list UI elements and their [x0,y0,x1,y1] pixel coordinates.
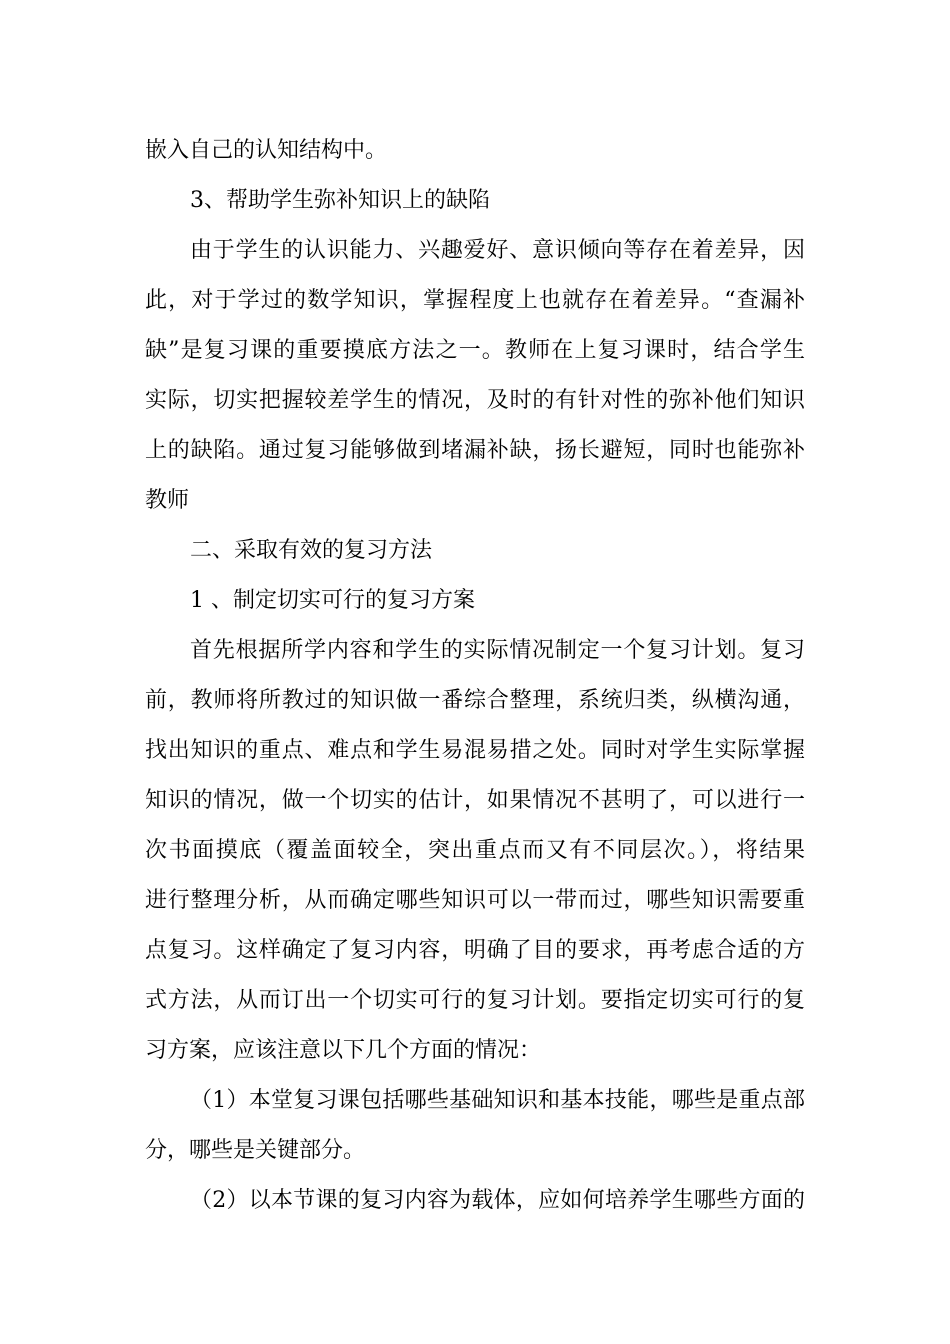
paragraph-line: 次书面摸底（覆盖面较全，突出重点而又有不同层次。），将结果 [145,838,805,863]
list-item-line: 分，哪些是关键部分。 [145,1138,366,1163]
paragraph-line: 进行整理分析，从而确定哪些知识可以一带而过，哪些知识需要重 [145,888,805,913]
paragraph-line: 首先根据所学内容和学生的实际情况制定一个复习计划。复习 [190,638,805,663]
subsection-heading: 1 、制定切实可行的复习方案 [190,588,475,613]
paragraph-line: 实际，切实把握较差学生的情况，及时的有针对性的弥补他们知识 [145,388,805,413]
text-line [0,131,950,171]
paragraph-line: 找出知识的重点、难点和学生易混易措之处。同时对学生实际掌握 [145,738,805,763]
text-line [0,1181,950,1221]
list-item-line: （2）以本节课的复习内容为载体，应如何培养学生哪些方面的 [190,1188,805,1213]
text-line [0,1081,950,1121]
text-line [0,1131,950,1171]
paragraph-line: 上的缺陷。通过复习能够做到堵漏补缺，扬长避短，同时也能弥补 [145,438,805,463]
paragraph-line: 缺”是复习课的重要摸底方法之一。教师在上复习课时，结合学生 [145,338,805,363]
paragraph-continuation: 嵌入自己的认知结构中。 [145,138,388,163]
text-line [0,831,950,871]
paragraph-line: 此，对于学过的数学知识，掌握程度上也就存在着差异。“查漏补 [145,288,805,313]
paragraph-line: 前，教师将所教过的知识做一番综合整理，系统归类，纵横沟通， [145,688,805,713]
text-line [0,981,950,1021]
paragraph-line: 式方法，从而订出一个切实可行的复习计划。要指定切实可行的复 [145,988,805,1013]
text-line [0,181,950,221]
text-line [0,931,950,971]
text-line [0,881,950,921]
text-line [0,1031,950,1071]
text-line [0,381,950,421]
text-line [0,731,950,771]
paragraph-line: 习方案，应该注意以下几个方面的情况： [145,1038,542,1063]
text-line [0,481,950,521]
text-line [0,681,950,721]
text-line [0,781,950,821]
paragraph-line: 由于学生的认识能力、兴趣爱好、意识倾向等存在着差异，因 [190,238,805,263]
text-line [0,231,950,271]
section-heading: 3、帮助学生弥补知识上的缺陷 [190,188,490,213]
paragraph-line: 教师 [145,488,190,513]
text-line [0,281,950,321]
text-line [0,531,950,571]
text-line [0,581,950,621]
text-line [0,631,950,671]
list-item-line: （1）本堂复习课包括哪些基础知识和基本技能，哪些是重点部 [190,1088,805,1113]
text-line [0,331,950,371]
paragraph-line: 点复习。这样确定了复习内容，明确了目的要求，再考虑合适的方 [145,938,805,963]
section-heading: 二、采取有效的复习方法 [190,538,433,563]
paragraph-line: 知识的情况，做一个切实的估计，如果情况不甚明了，可以进行一 [145,788,805,813]
text-line [0,431,950,471]
